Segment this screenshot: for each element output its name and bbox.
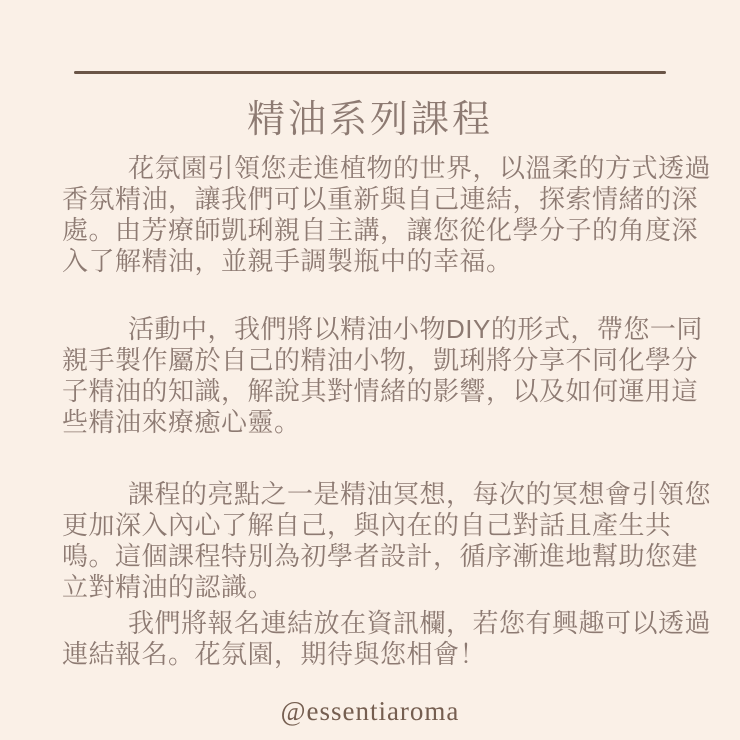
paragraph-line: 入了解精油，並親手調製瓶中的幸福。	[62, 246, 513, 276]
paragraph-line: 花氛園引領您走進植物的世界，以溫柔的方式透過	[128, 153, 712, 183]
paragraph-line: 處。由芳療師凱琍親自主講，讓您從化學分子的角度深	[62, 215, 699, 245]
paragraph-line: 更加深入內心了解自己，與內在的自己對話且產生共	[62, 510, 672, 540]
paragraph-line: 連結報名。花氛園，期待與您相會！	[62, 639, 487, 669]
paragraph-line: 香氛精油，讓我們可以重新與自己連結，探索情緒的深	[62, 184, 699, 214]
paragraph-line: 活動中，我們將以精油小物DIY的形式，帶您一同	[128, 314, 703, 344]
divider-line	[74, 71, 666, 74]
poster-body	[62, 153, 712, 670]
paragraph-line: 親手製作屬於自己的精油小物，凱琍將分享不同化學分	[62, 345, 699, 375]
paragraph-line: 鳴。這個課程特別為初學者設計，循序漸進地幫助您建	[62, 541, 699, 571]
page-title: 精油系列課程	[246, 99, 493, 141]
paragraph-line: 立對精油的認識。	[62, 572, 275, 602]
paragraph-line: 我們將報名連結放在資訊欄，若您有興趣可以透過	[128, 608, 712, 638]
paragraph-line: 課程的亮點之一是精油冥想，每次的冥想會引領您	[128, 479, 712, 509]
paragraph-activity	[62, 314, 703, 438]
instagram-handle: @essentiaroma	[280, 696, 460, 726]
paragraph-signup	[62, 608, 712, 670]
paragraph-intro	[62, 153, 712, 277]
paragraph-highlight	[62, 479, 712, 603]
paragraph-line: 些精油來療癒心靈。	[62, 407, 301, 437]
paragraph-line: 子精油的知識，解說其對情緒的影響，以及如何運用這	[62, 376, 699, 406]
